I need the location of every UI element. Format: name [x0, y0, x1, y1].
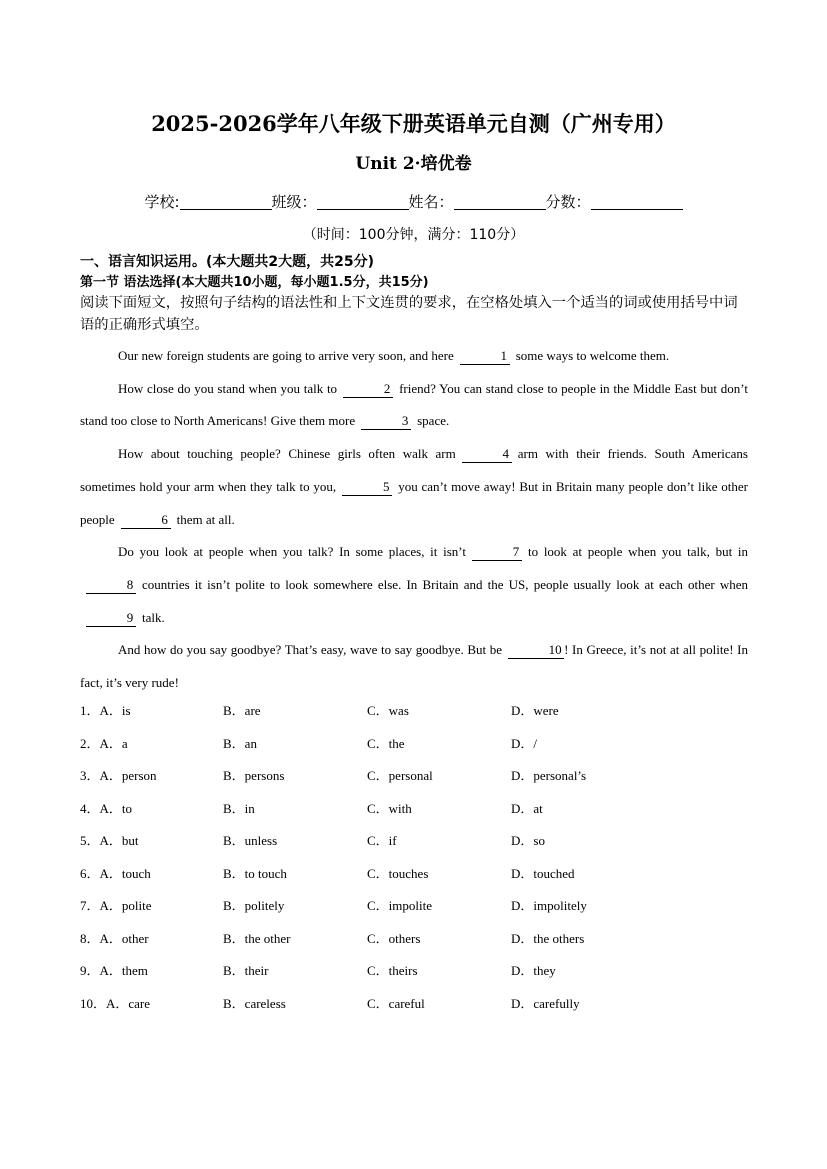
score-label: 分数： — [545, 193, 591, 211]
class-label: 班级： — [271, 193, 317, 211]
option-d[interactable]: D．at — [511, 800, 543, 816]
option-d[interactable]: D．carefully — [511, 995, 580, 1011]
blank-5[interactable]: 5 — [342, 479, 392, 496]
option-c[interactable]: C．with — [367, 800, 412, 816]
option-b[interactable]: B．unless — [223, 833, 278, 848]
option-a[interactable]: 10．A．care — [80, 995, 151, 1011]
option-a[interactable]: 2．A．a — [80, 735, 128, 751]
passage-paragraph-3: How about touching people? Chinese girls often walk arm 4 arm with their friends. South Americans sometimes hold your arm when they talk to you, 5 you can’t move away! But in Britain many people don’t like other people 6 them at all. — [80, 446, 748, 527]
option-c[interactable]: C．impolite — [367, 898, 433, 913]
passage-paragraph-4: Do you look at people when you talk? In some places, it isn’t 7 to look at people when you talk, but in8 countries it isn’t polite to look somewhere else. In Britain and the US, people usually look at each other when9 talk. — [80, 536, 748, 634]
passage-paragraph-2: How close do you stand when you talk to 2 friend? You can stand close to people in the Middle East but don’t stand too close to North Americans! Give them more 3 space. — [80, 380, 748, 429]
option-a[interactable]: 3．A．person — [80, 768, 157, 783]
option-c[interactable]: C．theirs — [367, 963, 418, 978]
option-c[interactable]: C．the — [367, 735, 405, 751]
question-row — [80, 796, 760, 829]
question-row — [80, 958, 760, 991]
option-b[interactable]: B．an — [223, 735, 257, 751]
passage-paragraph-1: Our new foreign students are going to arrive very soon, and here 1 some ways to welcome them. — [118, 348, 670, 363]
blank-2[interactable]: 2 — [343, 381, 393, 398]
section-heading: 一、语言知识运用。(本大题共2大题，共25分) — [80, 254, 375, 270]
question-row — [80, 731, 760, 764]
question-row — [80, 991, 760, 1024]
question-row — [80, 861, 760, 894]
option-b[interactable]: B．to touch — [223, 865, 287, 881]
blank-3[interactable]: 3 — [361, 413, 411, 430]
option-a[interactable]: 8．A．other — [80, 930, 149, 946]
option-d[interactable]: D．personal’s — [511, 768, 587, 783]
option-b[interactable]: B．in — [223, 800, 255, 816]
option-c[interactable]: C．touches — [367, 865, 429, 881]
question-row — [80, 926, 760, 959]
blank-8[interactable]: 8 — [86, 577, 136, 594]
subsection-heading: 第一节 语法选择(本大题共10小题，每小题1.5分，共15分) — [80, 275, 429, 290]
question-row — [80, 828, 760, 861]
option-a[interactable]: 1．A．is — [80, 703, 131, 718]
option-b[interactable]: B．politely — [223, 898, 285, 913]
question-row — [80, 893, 760, 926]
option-d[interactable]: D．they — [511, 963, 556, 978]
name-blank[interactable] — [454, 193, 546, 210]
blank-10[interactable]: 10 — [508, 642, 564, 659]
option-a[interactable]: 5．A．but — [80, 833, 139, 848]
blank-9[interactable]: 9 — [86, 610, 136, 627]
option-d[interactable]: D．the others — [511, 930, 585, 946]
school-label: 学校: — [144, 193, 180, 211]
option-b[interactable]: B．careless — [223, 995, 286, 1011]
score-blank[interactable] — [591, 193, 683, 210]
option-c[interactable]: C．careful — [367, 995, 425, 1011]
option-d[interactable]: D．so — [511, 833, 545, 848]
option-a[interactable]: 9．A．them — [80, 963, 148, 978]
option-c[interactable]: C．if — [367, 833, 397, 848]
option-b[interactable]: B．their — [223, 963, 269, 978]
passage-paragraph-5: And how do you say goodbye? That’s easy, wave to say goodbye. But be 10 ! In Greece, it’s not at all polite! In fact, it’s very rude! — [80, 642, 748, 691]
option-a[interactable]: 7．A．polite — [80, 898, 152, 913]
student-info-line — [0, 190, 827, 214]
option-a[interactable]: 6．A．touch — [80, 865, 151, 881]
option-c[interactable]: C．was — [367, 703, 409, 718]
option-d[interactable]: D．touched — [511, 865, 575, 881]
time-and-score-note: （时间：100分钟，满分：110分） — [302, 227, 525, 243]
school-blank[interactable] — [180, 193, 272, 210]
question-row — [80, 698, 760, 731]
blank-4[interactable]: 4 — [462, 446, 512, 463]
option-b[interactable]: B．persons — [223, 768, 285, 783]
instructions: 阅读下面短文，按照句子结构的语法性和上下文连贯的要求，在空格处填入一个适当的词或使用括号中词语的正确形式填空。 — [80, 295, 738, 333]
option-c[interactable]: C．personal — [367, 768, 433, 783]
option-a[interactable]: 4．A．to — [80, 800, 133, 816]
option-b[interactable]: B．the other — [223, 930, 291, 946]
option-b[interactable]: B．are — [223, 703, 261, 718]
option-d[interactable]: D．impolitely — [511, 898, 587, 913]
option-d[interactable]: D．/ — [511, 735, 538, 751]
reading-passage — [80, 340, 748, 700]
page-subtitle: Unit 2·培优卷 — [355, 154, 472, 174]
blank-7[interactable]: 7 — [472, 544, 522, 561]
option-c[interactable]: C．others — [367, 930, 421, 946]
answer-options — [80, 698, 760, 1023]
blank-1[interactable]: 1 — [460, 348, 510, 365]
option-d[interactable]: D．were — [511, 703, 559, 718]
class-blank[interactable] — [317, 193, 409, 210]
page-title: 2025-2026学年八年级下册英语单元自测（广州专用） — [151, 111, 676, 136]
question-row — [80, 763, 760, 796]
name-label: 姓名： — [408, 193, 454, 211]
blank-6[interactable]: 6 — [121, 512, 171, 529]
